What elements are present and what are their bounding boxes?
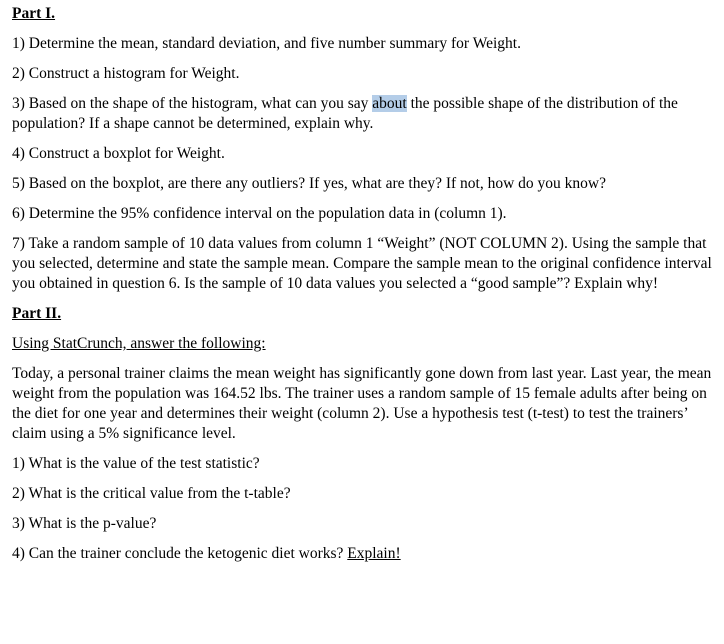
part2-question-1: 1) What is the value of the test statistic? xyxy=(12,455,260,472)
part2-question-2: 2) What is the critical value from the t-table? xyxy=(12,485,291,502)
part1-heading: Part I. xyxy=(12,5,56,22)
highlighted-word[interactable]: about xyxy=(372,95,407,112)
question-3-text-end: the possible shape of the distribution of the population? If a shape cannot be determined, explain why. xyxy=(12,95,678,132)
question-3-text-start: 3) Based on the shape of the histogram, what can you say xyxy=(12,95,373,112)
part1-question-4: 4) Construct a boxplot for Weight. xyxy=(12,145,225,162)
part2-question-3: 3) What is the p-value? xyxy=(12,515,157,532)
explain-link[interactable]: Explain! xyxy=(347,545,401,562)
part1-question-1: 1) Determine the mean, standard deviation, and five number summary for Weight. xyxy=(12,35,521,52)
part1-question-3 xyxy=(12,94,712,134)
question-4-text: 4) Can the trainer conclude the ketogenic diet works? xyxy=(12,545,348,562)
part2-question-4 xyxy=(12,544,712,564)
part1-question-2: 2) Construct a histogram for Weight. xyxy=(12,65,240,82)
part1-question-7: 7) Take a random sample of 10 data values from column 1 “Weight” (NOT COLUMN 2). Using the sample that you selected, determine and state the sample mean. Compare the sample mean to the original confidence interval you obtained in question 6. Is the sample of 10 data values you selected a “good sample”? Explain why! xyxy=(12,235,712,292)
part2-instruction: Using StatCrunch, answer the following: xyxy=(12,335,266,352)
part1-question-6: 6) Determine the 95% confidence interval on the population data in (column 1). xyxy=(12,205,507,222)
part2-heading: Part II. xyxy=(12,305,62,322)
part2-scenario: Today, a personal trainer claims the mean weight has significantly gone down from last year. Last year, the mean weight from the population was 164.52 lbs. The trainer uses a random sample of 15 female adults after being on the diet for one year and determines their weight (column 2). Use a hypothesis test (t-test) to test the trainers’ claim using a 5% significance level. xyxy=(12,365,712,442)
part1-question-5: 5) Based on the boxplot, are there any outliers? If yes, what are they? If not, how do you know? xyxy=(12,175,606,192)
